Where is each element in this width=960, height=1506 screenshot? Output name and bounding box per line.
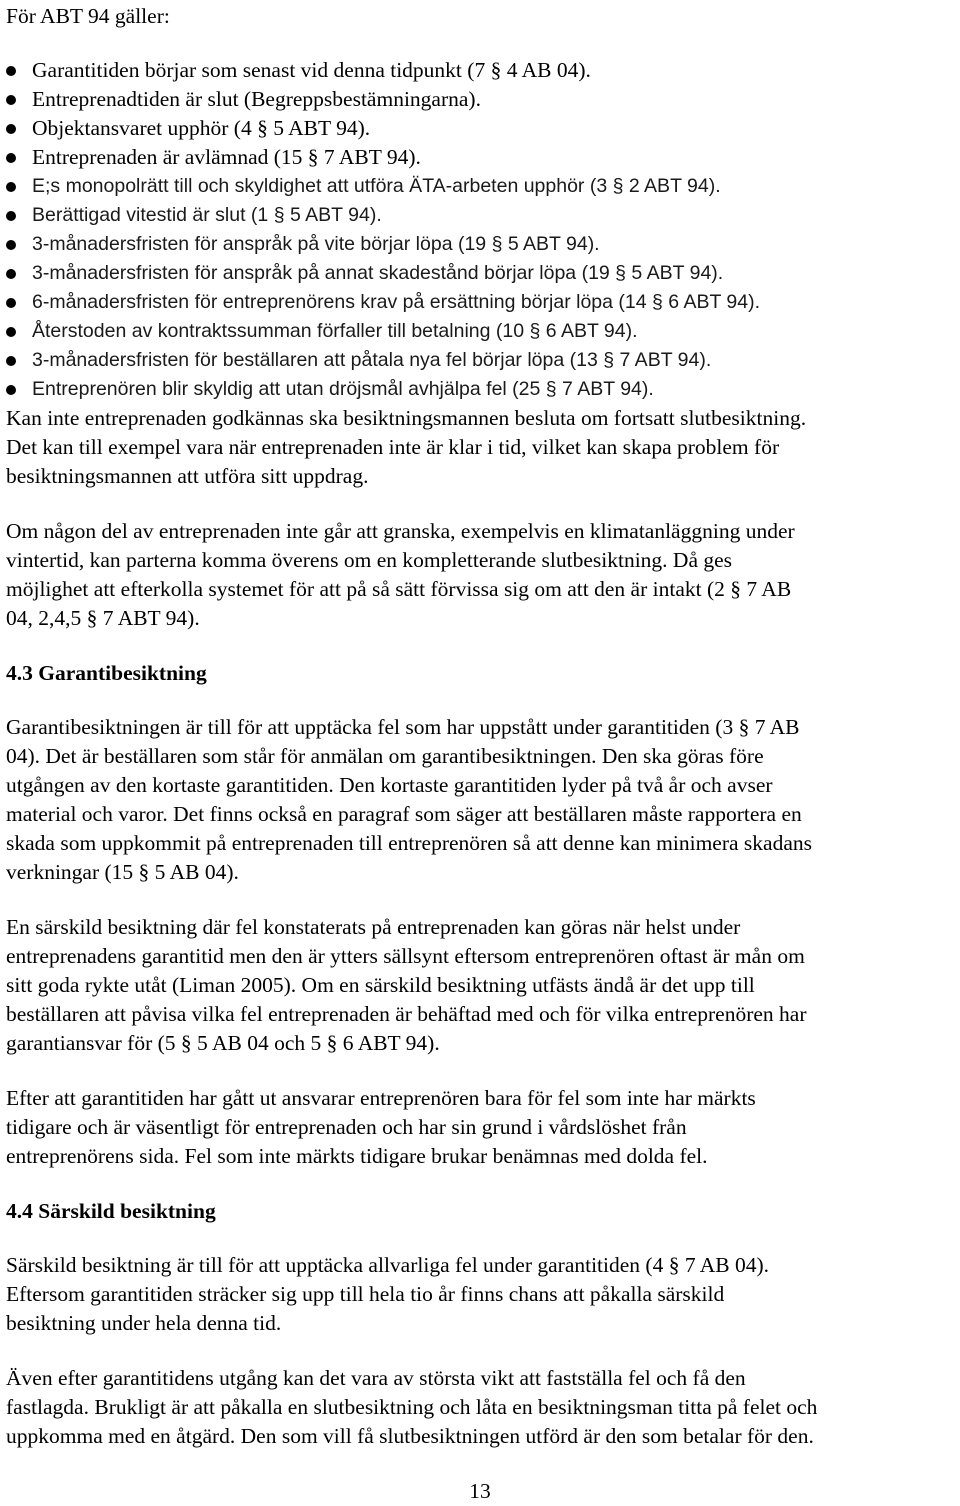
page-number: 13	[469, 1479, 491, 1503]
list-item-text: Entreprenadtiden är slut (Begreppsbestämningarna).	[32, 87, 481, 111]
list-item-text: 3-månadersfristen för beställaren att påtala nya fel börjar löpa (13 § 7 ABT 94).	[32, 349, 712, 371]
bullet-icon	[6, 124, 16, 134]
bullet-icon	[6, 95, 16, 105]
paragraph-line: verkningar (15 § 5 AB 04).	[6, 860, 239, 884]
paragraph-line: Även efter garantitidens utgång kan det vara av största vikt att fastställa fel och få den	[6, 1366, 746, 1390]
bullet-icon	[6, 182, 16, 192]
paragraph-line: besiktning under hela denna tid.	[6, 1311, 282, 1335]
list-item-text: E;s monopolrätt till och skyldighet att utföra ÄTA-arbeten upphör (3 § 2 ABT 94).	[32, 175, 721, 197]
paragraph-line: garantiansvar för (5 § 5 AB 04 och 5 § 6 ABT 94).	[6, 1031, 440, 1055]
paragraph-line: En särskild besiktning där fel konstaterats på entreprenaden kan göras när helst under	[6, 915, 741, 939]
paragraph-line: 04). Det är beställaren som står för anmälan om garantibesiktningen. Den ska göras före	[6, 744, 764, 768]
paragraph-line: Det kan till exempel vara när entreprenaden inte är klar i tid, vilket kan skapa problem för	[6, 435, 780, 459]
bullet-icon	[6, 211, 16, 221]
paragraph-line: Eftersom garantitiden sträcker sig upp till hela tio år finns chans att påkalla särskild	[6, 1282, 725, 1306]
paragraph-line: beställaren att påvisa vilka fel entreprenaden är behäftad med och för vilka entreprenören har	[6, 1002, 807, 1026]
paragraph-line: möjlighet att efterkolla systemet för att på så sätt förvissa sig om att den är intakt (2 § 7 AB	[6, 577, 792, 601]
paragraph-line: 04, 2,4,5 § 7 ABT 94).	[6, 606, 200, 630]
section-heading: 4.4 Särskild besiktning	[6, 1199, 216, 1223]
list-item-text: Objektansvaret upphör (4 § 5 ABT 94).	[32, 116, 371, 140]
paragraph-line: entreprenadens garantitid men den är ytters sällsynt eftersom entreprenören oftast är mån om	[6, 944, 805, 968]
bullet-icon	[6, 356, 16, 366]
paragraph-line: Om någon del av entreprenaden inte går att granska, exempelvis en klimatanläggning under	[6, 519, 795, 543]
paragraph-line: tidigare och är väsentligt för entreprenaden och har sin grund i vårdslöshet från	[6, 1115, 687, 1139]
bullet-icon	[6, 240, 16, 250]
list-item-text: 3-månadersfristen för anspråk på annat skadestånd börjar löpa (19 § 5 ABT 94).	[32, 262, 724, 284]
list-item-text: 3-månadersfristen för anspråk på vite börjar löpa (19 § 5 ABT 94).	[32, 233, 600, 255]
bullet-icon	[6, 269, 16, 279]
list-item-text: Entreprenören blir skyldig att utan dröjsmål avhjälpa fel (25 § 7 ABT 94).	[32, 378, 654, 400]
paragraph-line: Efter att garantitiden har gått ut ansvarar entreprenören bara för fel som inte har märkts	[6, 1086, 756, 1110]
paragraph-line: fastlagda. Brukligt är att påkalla en slutbesiktning och låta en besiktningsman titta på felet och	[6, 1395, 818, 1419]
paragraph-line: skada som uppkommit på entreprenaden till entreprenören så att denne kan minimera skadans	[6, 831, 812, 855]
paragraph-line: utgången av den kortaste garantitiden. Den kortaste garantitiden lyder på två år och avser	[6, 773, 773, 797]
paragraph-line: Särskild besiktning är till för att upptäcka allvarliga fel under garantitiden (4 § 7 AB 04).	[6, 1253, 770, 1277]
paragraph-line: entreprenörens sida. Fel som inte märkts tidigare brukar benämnas med dolda fel.	[6, 1144, 708, 1168]
list-item-text: 6-månadersfristen för entreprenörens krav på ersättning börjar löpa (14 § 6 ABT 94).	[32, 291, 761, 313]
paragraph-line: vintertid, kan parterna komma överens om en kompletterande slutbesiktning. Då ges	[6, 548, 733, 572]
paragraph-line: uppkomma med en åtgärd. Den som vill få slutbesiktningen utförd är den som betalar för den.	[6, 1424, 814, 1448]
list-item-text: Berättigad vitestid är slut (1 § 5 ABT 94).	[32, 204, 382, 226]
bullet-icon	[6, 298, 16, 308]
bullet-icon	[6, 153, 16, 163]
list-item-text: Entreprenaden är avlämnad (15 § 7 ABT 94).	[32, 145, 421, 169]
list-item-text: Garantitiden börjar som senast vid denna tidpunkt (7 § 4 AB 04).	[32, 58, 591, 82]
bullet-icon	[6, 66, 16, 76]
paragraph-line: Garantibesiktningen är till för att upptäcka fel som har uppstått under garantitiden (3 § 7 AB	[6, 715, 800, 739]
paragraph-line: sitt goda rykte utåt (Liman 2005). Om en särskild besiktning utfästs ändå är det upp till	[6, 973, 755, 997]
intro-line: För ABT 94 gäller:	[6, 4, 170, 28]
paragraph-line: besiktningsmannen att utföra sitt uppdrag.	[6, 464, 369, 488]
bullet-icon	[6, 385, 16, 395]
bullet-icon	[6, 327, 16, 337]
paragraph-line: material och varor. Det finns också en paragraf som säger att beställaren måste rapportera en	[6, 802, 802, 826]
list-item-text: Återstoden av kontraktssumman förfaller till betalning (10 § 6 ABT 94).	[32, 320, 638, 342]
paragraph-line: Kan inte entreprenaden godkännas ska besiktningsmannen besluta om fortsatt slutbesiktning.	[6, 406, 807, 430]
section-heading: 4.3 Garantibesiktning	[6, 661, 207, 685]
